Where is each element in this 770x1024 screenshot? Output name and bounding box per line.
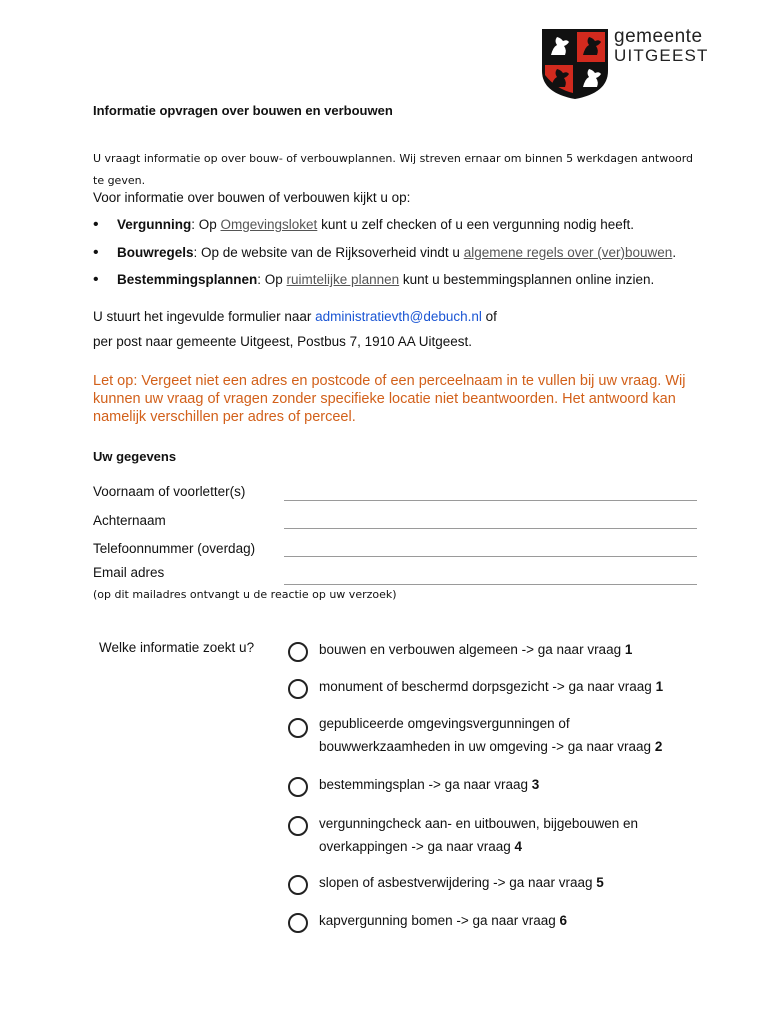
option-label [319, 909, 719, 932]
list-item [93, 217, 733, 245]
question-number: 4 [514, 839, 523, 854]
email-field[interactable] [284, 584, 697, 585]
option-label [319, 675, 719, 698]
option-text: slopen of asbestverwijdering -> ga naar vraag [319, 875, 597, 890]
option-text: monument of beschermd dorpsgezicht -> ga naar vraag [319, 679, 656, 694]
radio-button[interactable] [288, 679, 308, 699]
radio-button[interactable] [288, 875, 308, 895]
email-label: Email adres [93, 565, 165, 580]
question-label: Welke informatie zoekt u? [99, 640, 255, 655]
radio-button[interactable] [288, 816, 308, 836]
radio-button[interactable] [288, 777, 308, 797]
radio-button[interactable] [288, 718, 308, 738]
last-name-field[interactable] [284, 528, 697, 529]
phone-field[interactable] [284, 556, 697, 557]
municipality-logo [540, 24, 720, 104]
ruimtelijke-plannen-link[interactable]: ruimtelijke plannen [286, 272, 400, 287]
send-text: of [481, 309, 497, 324]
option-text: gepubliceerde omgevingsvergunningen of [319, 716, 570, 731]
bullet-text: kunt u zelf checken of u een vergunning nodig heeft. [317, 217, 635, 232]
option-text: bouwwerkzaamheden in uw omgeving -> ga naar vraag [319, 739, 655, 754]
list-item [93, 245, 733, 273]
option-text: vergunningcheck aan- en uitbouwen, bijgebouwen en [319, 816, 638, 831]
option-text: bestemmingsplan -> ga naar vraag [319, 777, 532, 792]
logo-text-uitgeest: UITGEEST [614, 46, 709, 65]
question-number: 1 [655, 679, 664, 694]
intro-text: U vraagt informatie op over bouw- of verbouwplannen. Wij streven ernaar om binnen 5 werkdagen antwoord te geven. [93, 152, 694, 187]
option-text: kapvergunning bomen -> ga naar vraag [319, 913, 560, 928]
option-label [319, 773, 719, 796]
phone-label: Telefoonnummer (overdag) [93, 541, 256, 556]
algemene-regels-link[interactable]: algemene regels over (ver)bouwen [463, 244, 673, 260]
logo-text-gemeente: gemeente [614, 26, 703, 47]
bullet-text: : Op [191, 217, 221, 232]
option-label [319, 638, 719, 661]
info-links-list [93, 217, 733, 300]
bullet-text: : Op [257, 272, 287, 287]
option-label [319, 712, 719, 758]
info-subheading: Voor informatie over bouwen of verbouwen kijkt u op: [93, 190, 411, 205]
option-text: overkappingen -> ga naar vraag [319, 839, 515, 854]
first-name-field[interactable] [284, 500, 697, 501]
option-label [319, 812, 719, 858]
email-link[interactable]: administratievth@debuch.nl [315, 309, 482, 324]
first-name-label: Voornaam of voorletter(s) [93, 484, 246, 499]
postal-address: per post naar gemeente Uitgeest, Postbus 7, 1910 AA Uitgeest. [93, 334, 472, 349]
question-number: 3 [531, 777, 540, 792]
send-text: U stuurt het ingevulde formulier naar [93, 309, 316, 324]
option-text: bouwen en verbouwen algemeen -> ga naar vraag [319, 642, 625, 657]
question-number: 1 [624, 642, 633, 657]
radio-button[interactable] [288, 913, 308, 933]
list-item [93, 272, 733, 300]
location-warning: Let op: Vergeet niet een adres en postcode of een perceelnaam in te vullen bij uw vraag. Wij kunnen uw vraag of vragen zonder specifieke locatie niet beantwoorden. Het antwoord kan namelijk verschillen per adres of perceel. [93, 373, 686, 425]
bullet-label: Vergunning [117, 217, 192, 232]
question-number: 6 [559, 913, 568, 928]
bullet-text: . [672, 244, 677, 260]
question-number: 5 [596, 875, 604, 890]
coat-of-arms-icon [540, 27, 610, 101]
page-title: Informatie opvragen over bouwen en verbouwen [93, 103, 393, 118]
option-label [319, 871, 719, 894]
bullet-text: kunt u bestemmingsplannen online inzien. [399, 272, 655, 287]
email-hint: (op dit mailadres ontvangt u de reactie op uw verzoek) [93, 588, 397, 601]
bullet-label: Bestemmingsplannen [117, 272, 258, 287]
radio-button[interactable] [288, 642, 308, 662]
last-name-label: Achternaam [93, 513, 166, 528]
omgevingsloket-link[interactable]: Omgevingsloket [220, 217, 318, 232]
section-title: Uw gegevens [93, 449, 177, 464]
question-number: 2 [654, 739, 663, 754]
bullet-text: : Op de website van de Rijksoverheid vindt u [193, 244, 464, 260]
send-instructions [93, 309, 497, 324]
bullet-label: Bouwregels [117, 244, 194, 260]
